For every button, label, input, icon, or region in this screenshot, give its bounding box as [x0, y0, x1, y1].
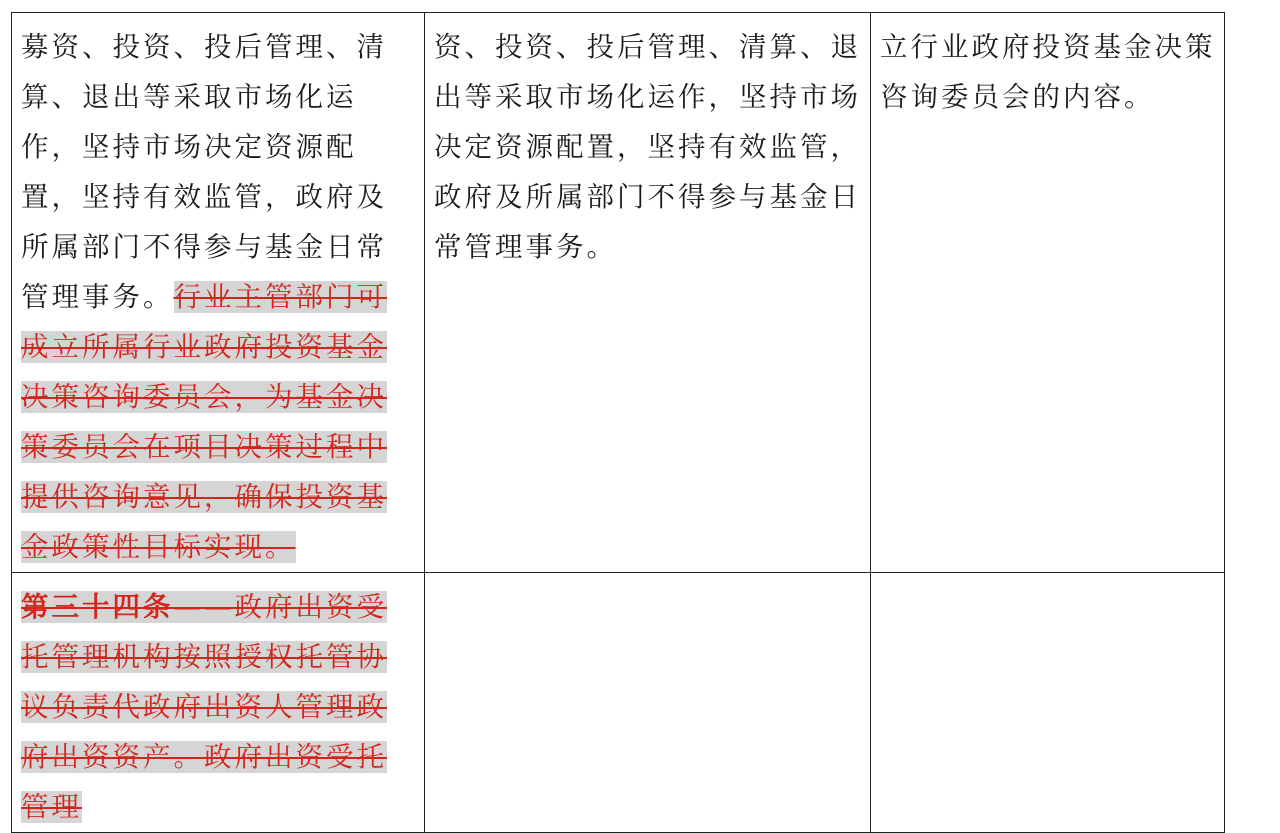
deleted-text: 行业主管部门可成立所属行业政府投资基金决策咨询委员会，为基金决策委员会在项目决策过程中提供咨询意见，确保投资基金政策性目标实现。: [21, 281, 387, 563]
original-text: 募资、投资、投后管理、清算、退出等采取市场化运作，坚持市场决定资源配置，坚持有效监管，政府及所属部门不得参与基金日常管理事务。: [21, 31, 387, 313]
original-text-cell: [12, 13, 425, 573]
revised-text: 资、投资、投后管理、清算、退出等采取市场化运作，坚持市场决定资源配置，坚持有效监管，政府及所属部门不得参与基金日常管理事务。: [434, 31, 861, 263]
comparison-table: [11, 12, 1225, 833]
original-text-cell: [12, 573, 425, 833]
deleted-article-heading: 第三十四条: [21, 591, 174, 623]
table-row: [12, 13, 1225, 573]
revised-text-cell: [425, 573, 871, 833]
table-row: [12, 573, 1225, 833]
note-cell: [871, 13, 1225, 573]
note-text: 立行业政府投资基金决策咨询委员会的内容。: [880, 31, 1216, 113]
revised-text-cell: [425, 13, 871, 573]
note-cell: [871, 573, 1225, 833]
deleted-text: ——政府出资受托管理机构按照授权托管协议负责代政府出资人管理政府出资资产。政府出资受托管理: [21, 591, 387, 823]
